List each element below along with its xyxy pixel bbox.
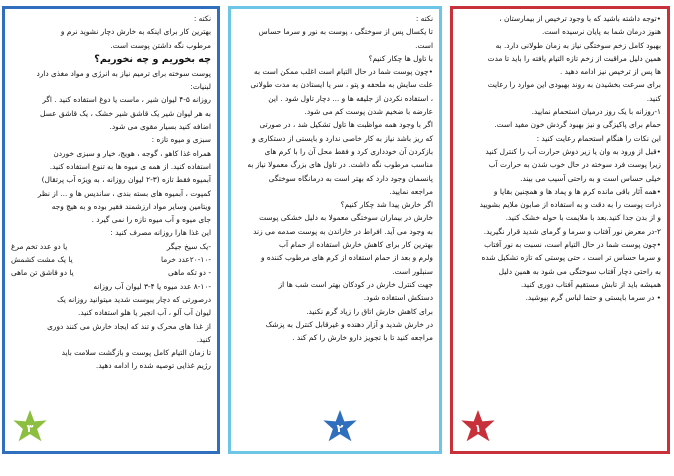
text-line: برای کاهش خارش اتاق را زیاد گرم نکنید. xyxy=(306,306,433,316)
text-line: درصورتی که دچار یبوست شدید میتوانید روزانه یک xyxy=(57,294,211,304)
text-line: •همه آثار باقی مانده کرم ها و پماد ها و همچنین بقایا و xyxy=(493,186,661,196)
text-line: است. xyxy=(415,40,433,50)
text-line: مرطوب نگه داشتن پوست است. xyxy=(110,40,211,50)
text-line: همراه غذا کاهو ، گوجه ، هویج، خیار و سبزی خوردن xyxy=(53,148,211,158)
food-row xyxy=(11,240,211,253)
text-line: کمپوت ، آبمیوه های بسته بندی ، ساندیس ها و ... از نظر xyxy=(37,188,211,198)
text-line: دستکش استفاده شود. xyxy=(363,293,433,303)
text-line: و از بدن جدا کنید.بعد با ملایمت با حوله خشک کنید. xyxy=(505,213,661,223)
section-heading: با تاول ها چکار کنیم؟ xyxy=(368,53,433,63)
page-number: ۳ xyxy=(26,422,34,435)
text-line: پانسمان وجود دارد که بهتر است به درمانگاه سوختگی xyxy=(268,173,433,183)
text-line: نکته : xyxy=(415,14,433,23)
text-line: ولرم و بعد از حمام استفاده از کرم های مرطوب کننده و xyxy=(260,253,433,263)
section-heading: چه بخوریم و چه نخوریم؟ xyxy=(94,53,211,65)
text-line: به هر لیوان شیر یک قاشق شیر خشک ، یک قاشق عسل xyxy=(39,108,211,118)
food-row xyxy=(11,253,211,266)
text-line: -۸-۱۰ عدد میوه یا ۴-۳ لیوان آب روزانه xyxy=(93,281,211,291)
text-line: هنوز درمان شما به پایان نرسیده است. xyxy=(541,27,661,37)
text-line: به راحتی دچار آفتاب سوختگی می شود به همین دلیل xyxy=(498,266,661,276)
page-number: ۱ xyxy=(474,422,482,435)
text-line: •چون پوست شما در حال التیام است، نسبت به نور آفتاب xyxy=(484,240,661,250)
text-line: تا یکسال پس از سوختگی ، پوست به نور و سرما حساس xyxy=(258,27,433,37)
text-line: زیرا پوست فرد سوخته در حال خوب شدن به حرارت آب xyxy=(488,160,661,170)
panel-blisters-itching xyxy=(228,6,442,454)
text-line: تا زمان التیام کامل پوست و بازگشت سلامت باید xyxy=(61,348,211,358)
text-line: و سرما حساس تر است ، حتی پوستی که تازه تشکیل شده xyxy=(481,253,661,263)
text-line: مراجعه کنید تا با تجویز دارو خارش را کم کند . xyxy=(292,333,433,343)
text-line: لبنیات: xyxy=(190,82,211,92)
panel-nutrition xyxy=(2,6,220,454)
text-line: •قبل از ورود به وان یا زیر دوش حرارت آب را کنترل کنید xyxy=(485,146,661,156)
text-line: استفاده کنید. از همه ی میوه ها به تنوع استفاده کنید. xyxy=(49,161,211,171)
text-line: در خارش شدید و آزار دهنده و غیرقابل کنترل به پزشک xyxy=(265,319,433,329)
text-line: رژیم غذایی توصیه شده را ادامه دهید. xyxy=(95,361,211,371)
text-line: که ریز باشد نیاز به کار خاصی ندارد و بایستی از دستکاری و xyxy=(252,133,433,143)
text-line: بهترین کار برای اینکه به خارش دچار نشوید نرم و xyxy=(60,27,211,37)
food-item: -۲۰-۱۰عدد خرما xyxy=(160,255,211,265)
text-line: جای میوه و آب میوه تازه را نمی گیرد . xyxy=(91,215,211,225)
text-line: آبمیوه فقط تازه (۳-۲ لیوان روزانه ، به ویژه آب پرتقال) xyxy=(41,175,211,185)
text-line: روزانه ۵-۴ لیوان شیر ، ماست یا دوغ استفاده کنید . اگر xyxy=(42,95,211,105)
food-item: - دو تکه ماهی xyxy=(168,268,211,278)
page-number: ۲ xyxy=(336,422,344,435)
text-line: این نکات را هنگام استحمام رعایت کنید : xyxy=(536,133,661,143)
text-line: سبزی و میوه تازه : xyxy=(151,135,211,145)
page-number-star xyxy=(11,409,49,447)
text-line: ۲-در معرض نور آفتاب و سرما و گرمای شدید قرار نگیرید. xyxy=(483,226,661,236)
text-line: نکته : xyxy=(193,14,211,23)
text-line: از غذا های محرک و تند که ایجاد خارش می کنند دوری xyxy=(47,321,211,331)
panel-text xyxy=(453,9,667,305)
page-number-star xyxy=(321,409,359,447)
text-line: پوست سوخته برای ترمیم نیاز به انرژی و مواد مغذی دارد xyxy=(36,68,211,78)
panel-text xyxy=(231,9,439,344)
text-line: ها پس از ترخیص نیز ادامه دهید . xyxy=(559,67,661,77)
text-line: ۱-روزانه با یک روز درمیان استحمام نمایید. xyxy=(531,107,661,117)
food-item: -یک سیخ جیگر xyxy=(166,241,211,251)
text-line: خیلی حساس است و به راحتی آسیب می بیند. xyxy=(520,173,661,183)
text-line: عارضه با ضخیم شدن پوست کم می شود. xyxy=(304,107,433,117)
food-alternative: یا دو عدد تخم مرغ xyxy=(11,241,68,251)
text-line: سنبلور است. xyxy=(392,266,433,276)
text-line: حمام برای پاکیزگی و نیز بهبود گردش خون مفید است. xyxy=(494,120,661,130)
text-line: •توجه داشته باشید که با وجود ترخیص از بیمارستان ، xyxy=(499,14,661,23)
text-line: اضافه کنید بسیار مقوی می شود. xyxy=(109,122,211,132)
text-line: • در سرما بایستی و حتما لباس گرم بپوشید. xyxy=(525,293,661,303)
panel-discharge-care xyxy=(450,6,670,454)
text-line: برای سرعت بخشیدن به روند بهبودی این موارد را رعایت xyxy=(487,80,661,90)
text-line: مناسب مرطوب نگه داشت. در تاول های بزرگ معمولا نیاز به xyxy=(247,160,433,170)
text-line: کنید. xyxy=(646,93,661,103)
text-line: لیوان آب آلو ، آب انجیر یا هلو استفاده کنید. xyxy=(78,308,211,318)
text-line: این غذا هارا روزانه مصرف کنید : xyxy=(110,228,211,238)
text-line: •چون پوست شما در حال التیام است اغلب ممکن است به xyxy=(254,67,433,77)
text-line: ویتامین وسایر مواد ارزشمند فقیر بوده و به هیچ وجه xyxy=(51,201,211,211)
text-line: بازکردن آن خودداری کرد و فقط محل آن را با کرم های xyxy=(264,146,433,156)
text-line: ذرات پوست را به دقت و به استفاده از صابون ملایم بشویید xyxy=(479,200,661,210)
text-line: همیشه باید از تابش مستقیم آفتاب دوری کنید. xyxy=(520,279,661,289)
text-line: خارش در بیماران سوختگی معمولا به دلیل خشکی پوست xyxy=(259,213,433,223)
food-row xyxy=(11,266,211,279)
food-alternative: یا دو قاشق تن ماهی xyxy=(11,268,74,278)
page-number-star xyxy=(459,409,497,447)
text-line: ، استفاده نکردن از جلیقه ها و ... دچار تاول شود . این xyxy=(268,93,433,103)
text-line: بهبود کامل زخم سوختگی نیاز به زمان طولانی دارد. به xyxy=(495,40,661,50)
text-line: علت سایش به ملحفه و پتو ، سر یا ایستادن به مدت طولانی xyxy=(250,80,433,90)
text-line: بهترین کار برای کاهش خارش استفاده از حمام آب xyxy=(279,240,433,250)
food-alternative: یا یک مشت کشمش xyxy=(11,255,73,265)
panel-text xyxy=(5,9,217,373)
text-line: همین دلیل مراقبت از زخم تازه التیام یافته را باید تا مدت xyxy=(487,53,661,63)
text-line: به وجود می آید. افراط در خاراندن به پوست صدمه می زند xyxy=(253,226,433,236)
text-line: مراجعه نمایید. xyxy=(389,186,433,196)
text-line: جهت کنترل خارش در کودکان بهتر است شب ها از xyxy=(278,279,433,289)
text-line: کنید. xyxy=(196,334,211,344)
section-heading: اگر خارش پیدا شد چکار کنیم؟ xyxy=(340,200,433,210)
text-line: اگر با وجود همه مواظبت ها تاول تشکیل شد ، در صورتی xyxy=(259,120,433,130)
